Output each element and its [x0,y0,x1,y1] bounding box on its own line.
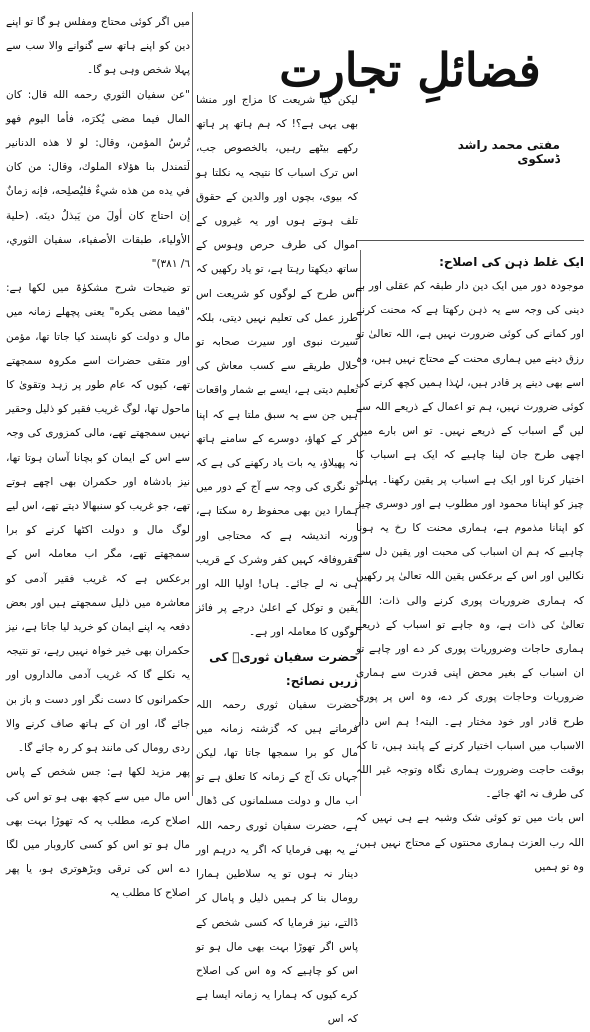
paragraph: میں اگر کوئی محتاج ومفلس ہو گا تو اپنے دین کو اپنے ہاتھ سے گنوانے والا سب سے پہلا شخص وہی ہو گا۔ [6,16,190,77]
paragraph: اس بات میں تو کوئی شک وشبہ ہے ہی نہیں کہ اللہ رب العزت ہماری محنتوں کے محتاج نہیں ہیں، وہ تو ہمیں [356,812,584,873]
paragraph: پھر مزید لکھا ہے: جس شخص کے پاس اس مال میں سے کچھ بھی ہو تو اس کی اصلاح کرے، مطلب یہ کہ تھوڑا بہت بھی مال ہو تو اس کو کسی کاروبار میں لگا دے اس کی ترقی وبڑھوتری ہو، یا پھر اصلاح کا مطلب یہ [6,766,190,900]
author-name: مفتی محمد راشد ڈسکوی [457,138,560,166]
paragraph: موجودہ دور میں ایک دین دار طبقہ کم عقلی اور بے دینی کی وجہ سے یہ ذہن رکھتا ہے کہ محنت کرنے اور کمانے کی کوئی ضرورت نہیں ہے، اللہ تعالیٰ تو رزق دینے میں ہماری محنت کے محتاج نہیں ہیں، وہ اسے بھی دینے پر قادر ہیں، لہٰذا ہمیں کچھ کرنے کی کوئی ضرورت نہیں، ہم تو اعمال کے ذریعے اللہ سے لیں گے اسباب کے ذریعے نہیں۔ تو اس بارے میں اچھی طرح جان لینا چاہیے کہ ایک ہے اسباب کا اختیار کرنا اور ایک ہے اسباب پر یقین رکھنا۔ پہلی چیز کو اپنانا محمود اور مطلوب ہے اور دوسری چیز کو اپنانا مذموم ہے، ہماری محنت کا رخ یہ ہونا چاہیے کہ ہم ان اسباب کی محبت اور یقین دل سے نکالیں اور اس کے برعکس یقین اللہ تعالیٰ پر رکھیں کہ ہماری ضروریات پوری کرنے والی ذات: اللہ تعالیٰ کی ذات ہے، وہ جاہے تو اسباب کے ذریعے ہماری حاجات وضروریات پوری کر دے اور چاہے تو ان اسباب کے بغیر محض اپنی قدرت سے ہماری ضروریات وحاجات پوری کر دے، وہ اس پر پوری طرح قادر اور خود مختار ہے۔ البتہ! ہم اس دار الاسباب میں اسباب اختیار کرنے کے پابند ہیں، تا کہ بوقت حاجت وضرورت ہماری نگاہ وتوجہ غیر اللہ کی طرف نہ اٹھ جائے۔ [356,280,584,801]
right-column [356,250,584,879]
arabic-quote: "عن سفيان الثوري رحمه الله قال: كان المال فيما مضى يُكرَه، فأما اليوم فهو تُرسُ المؤمن، وقال: لو لا هذه الدنانير لَتمندل بنا هؤلاء الملوك، وقال: من كان في يده من هذه شيءٌ فليُصلِحه، فإنه زمانٌ إن احتاج كان أولَ من يَبذلُ دينَه. (حلية الأولياء، طبقات الأصفياء، سفيان الثوري، ٦/ ٣٨١)" [6,88,190,271]
column-divider [192,12,193,796]
middle-column [196,88,358,1032]
left-column [6,10,190,906]
heading-divider [356,240,584,241]
section-heading: حضرت سفیان ثوریؒ کی زریں نصائح: [209,649,358,688]
section-heading: ایک غلط ذہن کی اصلاح: [439,255,584,269]
paragraph: حضرت سفیان ثوری رحمہ اللہ فرماتے ہیں کہ گزشتہ زمانہ میں مال کو برا سمجھا جاتا تھا، لیکن جہاں تک آج کے زمانہ کا تعلق ہے تو اب مال و دولت مسلمانوں کی ڈھال ہے، حضرت سفیان ثوری رحمہ اللہ نے یہ بھی فرمایا کہ اگر یہ درہم اور دینار نہ ہوں تو یہ سلاطین ہمارا رومال بنا کر ہمیں ذلیل و پامال کر ڈالتے، نیز فرمایا کہ کسی شخص کے پاس اگر تھوڑا بہت بھی مال ہو تو اس کو چاہیے کہ وہ اس کی اصلاح کرے کیوں کہ ہمارا یہ زمانہ ایسا ہے کہ اس [196,698,358,1026]
article-title: فضائلِ تجارت [279,43,541,97]
paragraph: لیکن کیا شریعت کا مزاج اور منشا بھی یہی ہے؟! کہ ہم ہاتھ پر ہاتھ رکھے بیٹھے رہیں، بالخصوص جب، اس ترک اسباب کا نتیجہ یہ نکلتا ہو کہ بیوی، بچوں اور والدین کے حقوق تلف ہوتے ہوں اور یہ غیروں کے اموال کی طرف حرص وہوس کے ساتھ دیکھتا رہتا ہے، تو یاد رکھیں کہ اس طرح کے لوگوں کو شریعت اس طرز عمل کی تعلیم نہیں دیتی، بلکہ سیرت نبوی اور سیرت صحابہ تو حلال طریقے سے کسب معاش کی تعلیم دیتی ہے، ایسے بے شمار واقعات ہیں جن سے یہ سبق ملتا ہے کہ اپنا کر کے کھاؤ، دوسرے کے سامنے ہاتھ نہ پھیلاؤ، یہ بات یاد رکھنے کی ہے کہ تو نگری کی وجہ سے آج کے دور میں ہمارا دین بھی محفوظ رہ سکتا ہے، ورنہ اندیشہ ہے کہ محتاجی اور فقروفاقہ کہیں کفر وشرک کے قریب ہی نہ لے جائے۔ ہاں! اولیا اللہ اور یقین و توکل کے اعلیٰ درجے پر فائز لوگوں کا معاملہ اور ہے۔ [196,94,358,639]
paragraph: تو ضیحات شرح مشکوٰۃ میں لکھا ہے: "فيما مضى يكره" یعنی پچھلے زمانہ میں مال و دولت کو ناپسند کیا جاتا تھا، مؤمن اور متقی حضرات اسے مکروہ سمجھتے تھے، کیوں کہ عام طور پر زہد وتقویٰ کا ماحول تھا، لوگ غریب فقیر کو ذلیل وحقیر نہیں سمجھتے تھے، مالی کمزوری کی وجہ سے اس کے ایمان کو بچانا آسان ہوتا تھا، نیز بادشاہ اور حکمران بھی اچھے ہوتے تھے، جو غریب کو سنبھالا دیتے تھے، اس لیے لوگ مال و دولت اکٹھا کرنے کو برا سمجھتے تھے، مگر اب معاملہ اس کے برعکس ہے کہ غریب فقیر آدمی کو معاشرہ میں ذلیل سمجھتے ہیں اور بعض دفعہ یہ اپنے ایمان کو خرید لیا جاتا ہے، نیز حکمران بھی خیر خواہ نہیں رہے، تو نتیجہ یہ نکلے گا کہ غریب آدمی مالداروں اور حکمرانوں کا دست نگر اور دست و باز بن جائے گا، اور ان کے ہاتھ صاف کرنے والا ردی رومال کی مانند ہو کر رہ جائے گا۔ [6,282,190,755]
